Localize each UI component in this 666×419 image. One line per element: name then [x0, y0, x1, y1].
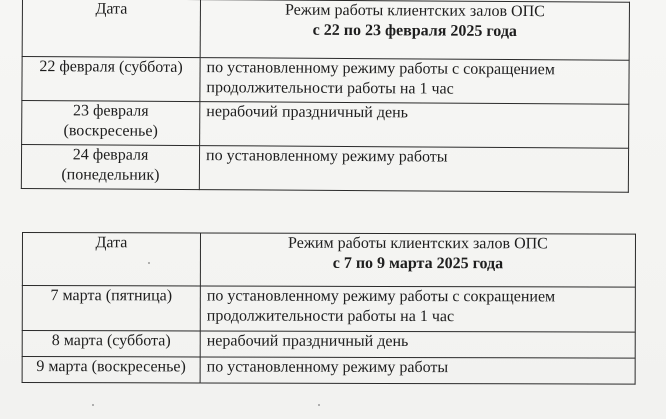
date-cell — [22, 101, 200, 146]
mode-cell — [200, 286, 635, 332]
table-header-row — [22, 0, 629, 60]
mode-subtext: продолжительности работы на 1 час — [206, 79, 454, 98]
date-text: 8 марта (суббота) — [51, 332, 171, 350]
date-cell — [22, 357, 200, 383]
mode-cell — [200, 58, 629, 105]
schedule-table-february — [21, 0, 630, 193]
header-mode-period: с 7 по 9 марта 2025 года — [332, 254, 504, 273]
table-header-row — [22, 233, 635, 288]
date-subtext: (понедельник) — [61, 166, 160, 184]
header-date: Дата — [22, 233, 200, 286]
date-text: 9 марта (воскресенье) — [36, 358, 186, 376]
schedule-table-march — [22, 232, 636, 385]
mode-text: по установленному режиму работы с сокращением — [206, 59, 555, 79]
header-mode-period: с 22 по 23 февраля 2025 года — [312, 21, 518, 41]
scan-speck — [148, 262, 150, 264]
date-text: 24 февраля — [72, 146, 149, 164]
mode-text: по установленному режиму работы — [205, 147, 448, 166]
scan-speck — [92, 404, 94, 406]
table-row — [22, 286, 635, 333]
date-text: 23 февраля — [72, 102, 149, 120]
mode-text: по установленному режиму работы — [206, 358, 449, 377]
mode-cell — [199, 146, 628, 193]
table-row — [22, 101, 629, 149]
date-cell — [22, 331, 200, 357]
header-date: Дата — [22, 0, 200, 58]
date-cell — [22, 286, 200, 331]
scan-speck — [318, 404, 320, 406]
mode-text: нерабочий праздничный день — [206, 103, 409, 122]
date-subtext: (воскресенье) — [63, 122, 158, 140]
mode-subtext: продолжительности работы на 1 час — [206, 307, 455, 326]
date-text: 22 февраля (суббота) — [39, 58, 183, 76]
mode-text: нерабочий праздничный день — [206, 332, 409, 351]
mode-cell — [200, 102, 629, 149]
table-row — [22, 57, 629, 105]
date-text: 7 марта (пятница) — [50, 287, 173, 305]
mode-cell — [200, 331, 635, 358]
mode-cell — [200, 357, 635, 384]
header-mode — [200, 0, 629, 60]
date-cell — [21, 145, 199, 190]
mode-text: по установленному режиму работы с сокращением — [206, 287, 556, 306]
header-mode — [200, 233, 635, 287]
header-mode-title: Режим работы клиентских залов ОПС — [288, 234, 548, 253]
table-row — [22, 331, 635, 359]
table-row — [22, 357, 635, 385]
date-cell — [22, 57, 200, 102]
table-row — [21, 145, 628, 193]
header-mode-title: Режим работы клиентских залов ОПС — [284, 1, 545, 21]
